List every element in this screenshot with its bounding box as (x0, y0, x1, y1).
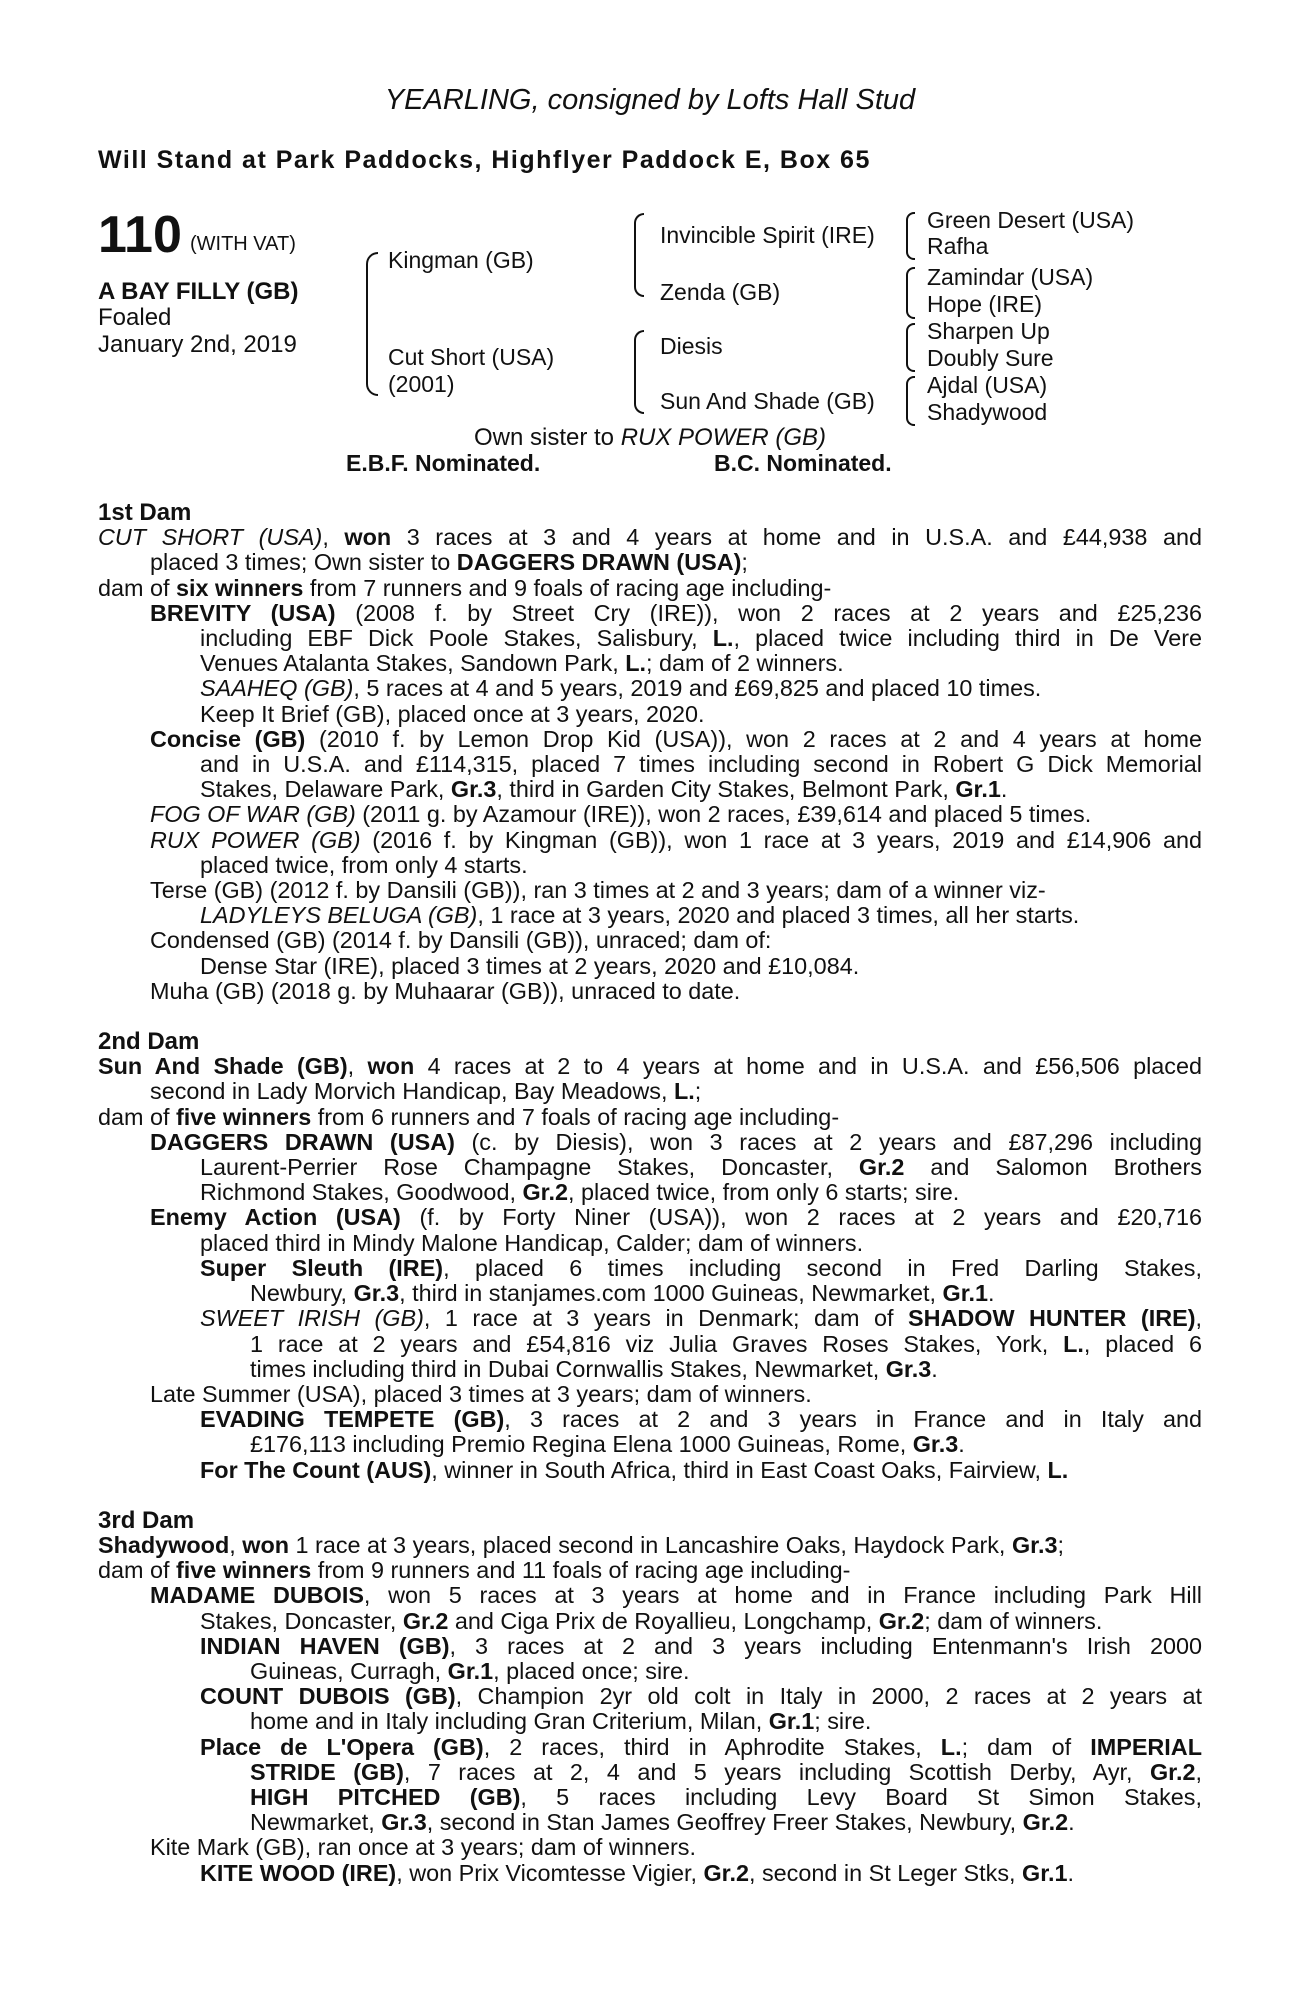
pedigree-brace (634, 330, 644, 414)
progeny-entry: Muha (GB) (2018 g. by Muhaarar (GB)), unraced to date. (150, 977, 741, 1004)
pedigree-sire: Kingman (GB) (388, 247, 534, 273)
progeny-entry: Laurent-Perrier Rose Champagne Stakes, Doncaster, Gr.2 and Salomon Brothers (200, 1154, 1202, 1181)
pedigree-sire-dam: Zenda (GB) (660, 279, 781, 305)
pedigree-brace (906, 323, 915, 372)
progeny-entry: BREVITY (USA) (2008 f. by Street Cry (IRE)), won 2 races at 2 years and £25,236 (150, 599, 1202, 626)
progeny-entry: Newbury, Gr.3, third in stanjames.com 1000 Guineas, Newmarket, Gr.1. (250, 1280, 995, 1307)
progeny-entry: DAGGERS DRAWN (USA) (c. by Diesis), won 3 races at 2 years and £87,296 including (150, 1128, 1202, 1155)
catalogue-body (98, 500, 1202, 1886)
progeny-entry: £176,113 including Premio Regina Elena 1000 Guineas, Rome, Gr.3. (250, 1431, 965, 1458)
progeny-entry: Stakes, Delaware Park, Gr.3, third in Garden City Stakes, Belmont Park, Gr.1. (200, 776, 1008, 803)
progeny-entry: LADYLEYS BELUGA (GB), 1 race at 3 years, 2020 and placed 3 times, all her starts. (200, 902, 1080, 929)
lot-description: A BAY FILLY (GB) (98, 278, 299, 305)
progeny-entry: home and in Italy including Gran Criterium, Milan, Gr.1; sire. (250, 1708, 872, 1735)
pedigree-brace (906, 376, 915, 426)
progeny-entry: placed third in Mindy Malone Handicap, Calder; dam of winners. (200, 1229, 864, 1256)
dam-entry: dam of five winners from 6 runners and 7 foals of racing age including- (98, 1103, 840, 1130)
progeny-entry: KITE WOOD (IRE), won Prix Vicomtesse Vigier, Gr.2, second in St Leger Stks, Gr.1. (200, 1859, 1075, 1886)
progeny-entry: including EBF Dick Poole Stakes, Salisbury, L., placed twice including third in De Vere (200, 625, 1203, 652)
dam-entry: placed 3 times; Own sister to DAGGERS DRAWN (USA); (150, 549, 748, 576)
progeny-entry: and in U.S.A. and £114,315, placed 7 times including second in Robert G Dick Memorial (200, 751, 1202, 778)
progeny-entry: Kite Mark (GB), ran once at 3 years; dam of winners. (150, 1834, 696, 1861)
dam-entry: Shadywood, won 1 race at 3 years, placed second in Lancashire Oaks, Haydock Park, Gr.3; (98, 1531, 1064, 1558)
progeny-entry: EVADING TEMPETE (GB), 3 races at 2 and 3 years in France and in Italy and (200, 1406, 1202, 1433)
consignment-line: YEARLING, consigned by Lofts Hall Stud (384, 84, 916, 116)
progeny-entry: 1 race at 2 years and £54,816 viz Julia Graves Roses Stakes, York, L., placed 6 (250, 1330, 1202, 1357)
first-dam-heading: 1st Dam (98, 499, 192, 526)
progeny-entry: MADAME DUBOIS, won 5 races at 3 years at home and in France including Park Hill (150, 1582, 1203, 1609)
vat-note: (WITH VAT) (190, 233, 296, 255)
third-dam-heading: 3rd Dam (98, 1506, 195, 1534)
second-dam-heading: 2nd Dam (98, 1028, 200, 1056)
progeny-entry: placed twice, from only 4 starts. (200, 851, 528, 878)
pedigree-sire-sire: Invincible Spirit (IRE) (660, 222, 875, 248)
progeny-entry: FOG OF WAR (GB) (2011 g. by Azamour (IRE)), won 2 races, £39,614 and placed 5 times. (150, 801, 1092, 828)
pedigree-dam-year: (2001) (388, 371, 455, 397)
progeny-entry: Place de L'Opera (GB), 2 races, third in Aphrodite Stakes, L.; dam of IMPERIAL (200, 1733, 1202, 1760)
pedigree-gs-6: Doubly Sure (927, 345, 1054, 371)
progeny-entry: Late Summer (USA), placed 3 times at 3 years; dam of winners. (150, 1380, 812, 1407)
progeny-entry: SWEET IRISH (GB), 1 race at 3 years in Denmark; dam of SHADOW HUNTER (IRE), (200, 1305, 1202, 1332)
bc-nomination: B.C. Nominated. (714, 450, 892, 476)
progeny-entry: Venues Atalanta Stakes, Sandown Park, L.; dam of 2 winners. (200, 650, 844, 677)
pedigree-gs-2: Rafha (927, 233, 989, 259)
pedigree-dam: Cut Short (USA) (388, 344, 555, 370)
pedigree-brace (906, 267, 915, 319)
pedigree-brace (366, 252, 378, 396)
pedigree-gs-7: Ajdal (USA) (927, 372, 1048, 398)
progeny-entry: Enemy Action (USA) (f. by Forty Niner (USA)), won 2 races at 2 years and £20,716 (150, 1204, 1202, 1231)
ebf-nomination: E.B.F. Nominated. (346, 450, 541, 476)
own-sister-note: Own sister to RUX POWER (GB) (473, 424, 827, 451)
progeny-entry: Condensed (GB) (2014 f. by Dansili (GB)), unraced; dam of: (150, 927, 772, 954)
progeny-entry: STRIDE (GB), 7 races at 2, 4 and 5 years including Scottish Derby, Ayr, Gr.2, (250, 1758, 1202, 1785)
pedigree-gs-8: Shadywood (927, 399, 1048, 425)
progeny-entry: Keep It Brief (GB), placed once at 3 years, 2020. (200, 700, 705, 727)
pedigree-dam-sire: Diesis (660, 333, 723, 359)
progeny-entry: times including third in Dubai Cornwallis Stakes, Newmarket, Gr.3. (250, 1355, 938, 1382)
foaled-label: Foaled (98, 304, 172, 331)
foaled-date: January 2nd, 2019 (98, 331, 297, 358)
progeny-entry: Guineas, Curragh, Gr.1, placed once; sire. (250, 1657, 690, 1684)
pedigree-gs-3: Zamindar (USA) (927, 264, 1094, 290)
progeny-entry: COUNT DUBOIS (GB), Champion 2yr old colt in Italy in 2000, 2 races at 2 years at (200, 1683, 1202, 1710)
progeny-entry: Concise (GB) (2010 f. by Lemon Drop Kid (USA)), won 2 races at 2 and 4 years at home (150, 725, 1203, 752)
progeny-entry: INDIAN HAVEN (GB), 3 races at 2 and 3 years including Entenmann's Irish 2000 (200, 1632, 1202, 1659)
progeny-entry: Terse (GB) (2012 f. by Dansili (GB)), ran 3 times at 2 and 3 years; dam of a winner viz- (150, 877, 1046, 904)
pedigree-gs-1: Green Desert (USA) (927, 207, 1135, 233)
progeny-entry: RUX POWER (GB) (2016 f. by Kingman (GB)), won 1 race at 3 years, 2019 and £14,906 and (150, 826, 1203, 853)
dam-entry: Sun And Shade (GB), won 4 races at 2 to 4 years at home and in U.S.A. and £56,506 placed (98, 1053, 1203, 1080)
progeny-entry: Newmarket, Gr.3, second in Stan James Geoffrey Freer Stakes, Newbury, Gr.2. (250, 1809, 1075, 1836)
dam-entry: second in Lady Morvich Handicap, Bay Meadows, L.; (150, 1078, 702, 1105)
progeny-entry: Richmond Stakes, Goodwood, Gr.2, placed twice, from only 6 starts; sire. (200, 1179, 960, 1206)
progeny-entry: SAAHEQ (GB), 5 races at 4 and 5 years, 2019 and £69,825 and placed 10 times. (200, 675, 1042, 702)
pedigree-brace (906, 212, 915, 260)
progeny-entry: HIGH PITCHED (GB), 5 races including Levy Board St Simon Stakes, (250, 1783, 1202, 1810)
progeny-entry: For The Count (AUS), winner in South Africa, third in East Coast Oaks, Fairview, L. (200, 1456, 1069, 1483)
dam-entry: dam of five winners from 9 runners and 11 foals of racing age including- (98, 1557, 851, 1584)
pedigree-brace (634, 213, 644, 297)
location-line: Will Stand at Park Paddocks, Highflyer Paddock E, Box 65 (98, 146, 871, 174)
lot-number: 110 (98, 206, 182, 264)
progeny-entry: Dense Star (IRE), placed 3 times at 2 years, 2020 and £10,084. (200, 952, 860, 979)
pedigree-gs-4: Hope (IRE) (927, 291, 1043, 317)
progeny-entry: Stakes, Doncaster, Gr.2 and Ciga Prix de Royallieu, Longchamp, Gr.2; dam of winners. (200, 1607, 1103, 1634)
dam-entry: dam of six winners from 7 runners and 9 foals of racing age including- (98, 574, 832, 601)
dam-entry: CUT SHORT (USA), won 3 races at 3 and 4 years at home and in U.S.A. and £44,938 and (98, 524, 1203, 551)
pedigree-dam-dam: Sun And Shade (GB) (660, 388, 875, 414)
progeny-entry: Super Sleuth (IRE), placed 6 times including second in Fred Darling Stakes, (200, 1254, 1202, 1281)
pedigree-gs-5: Sharpen Up (927, 318, 1050, 344)
